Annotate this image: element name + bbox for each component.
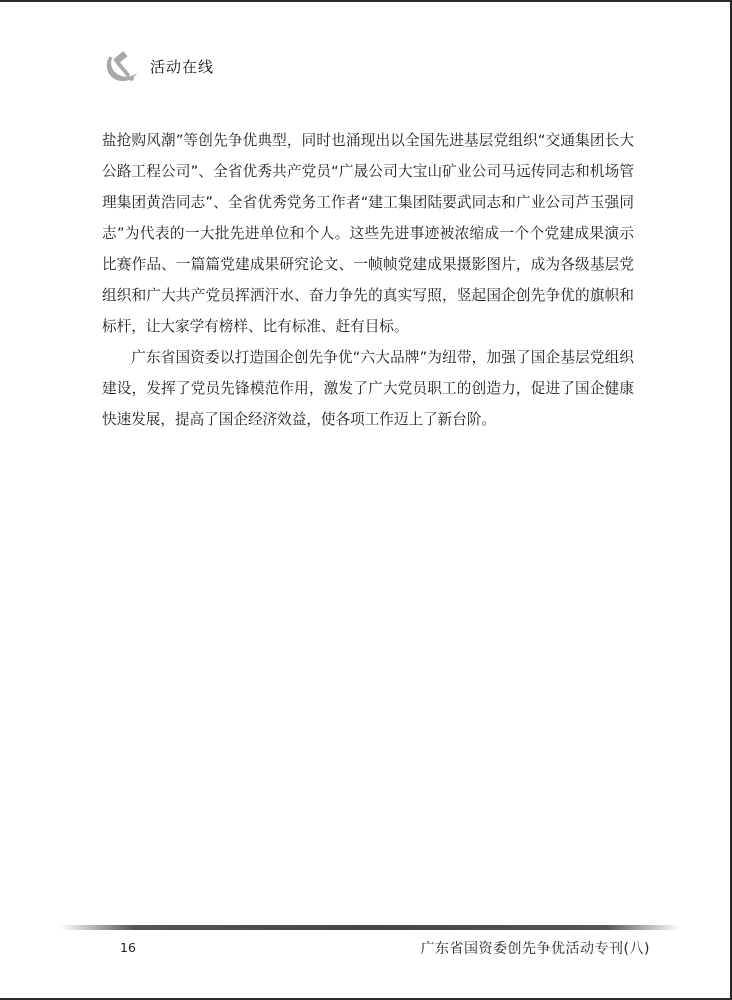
paragraph: 盐抢购风潮”等创先争优典型，同时也涌现出以全国先进基层党组织“交通集团长大公路工程公司”、全省优秀共产党员“广晟公司大宝山矿业公司马远传同志和机场管理集团黄浩同志”、全省优秀党务工作者“建工集团陆要武同志和广业公司芦玉强同志”为代表的一大批先进单位和个人。这些先进事迹被浓缩成一个个党建成果演示比赛作品、一篇篇党建成果研究论文、一帧帧党建成果摄影图片，成为各级基层党组织和广大共产党员挥洒汗水、奋力争先的真实写照，竖起国企创先争优的旗帜和标杆，让大家学有榜样、比有标准、赶有目标。 — [102, 132, 634, 335]
publication-title: 广东省国资委创先争优活动专刊(八) — [420, 941, 650, 957]
page-number: 16 — [120, 940, 136, 955]
hammer-and-sickle-icon — [102, 47, 140, 85]
section-title: 活动在线 — [150, 57, 215, 76]
article-body — [102, 125, 634, 435]
section-header — [102, 46, 214, 86]
paragraph: 广东省国资委以打造国企创先争优“六大品牌”为纽带，加强了国企基层党组织建设，发挥了党员先锋模范作用，激发了广大党员职工的创造力，促进了国企健康快速发展，提高了国企经济效益，使各项工作迈上了新台阶。 — [102, 349, 634, 428]
page-border-top — [0, 0, 732, 2]
footer-divider — [60, 925, 680, 930]
